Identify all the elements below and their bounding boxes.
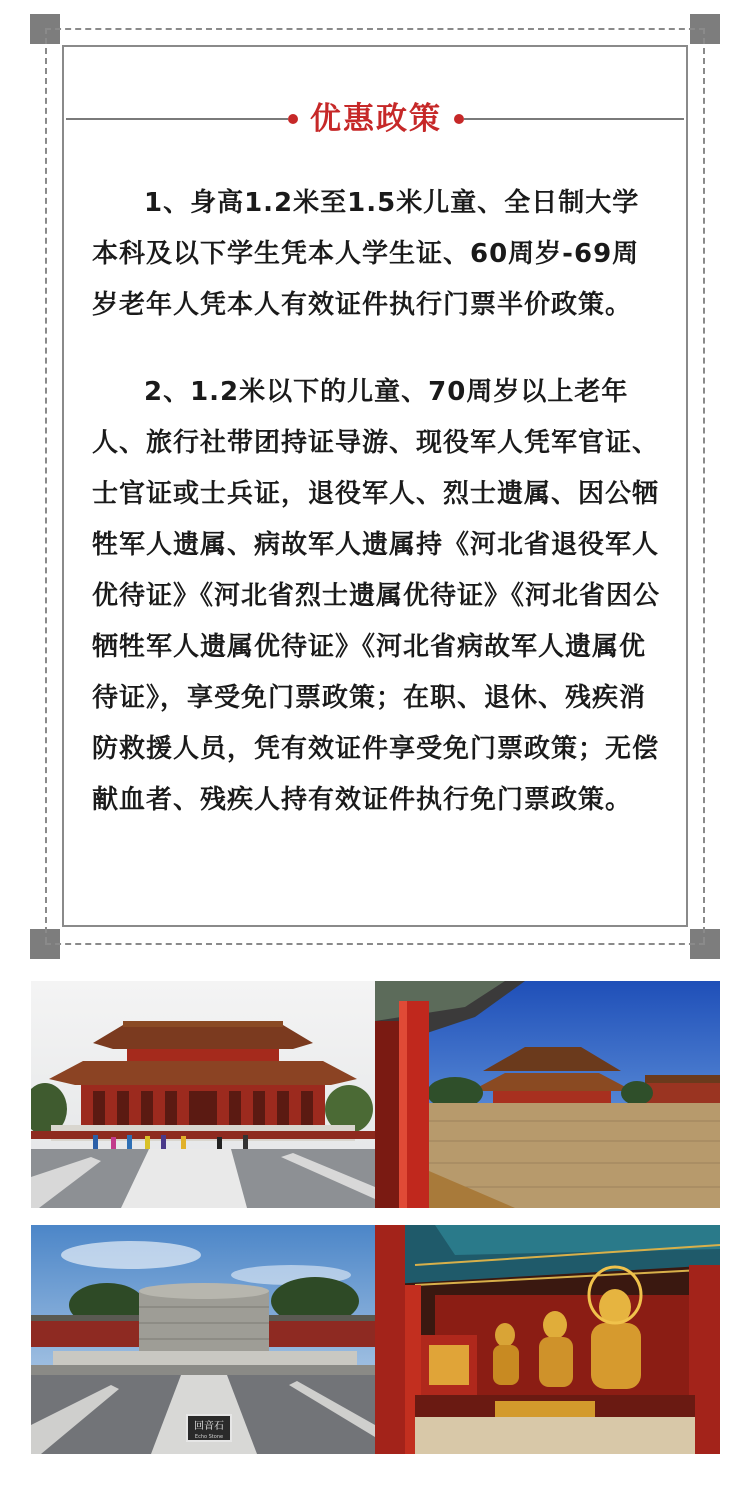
title-dot-right	[454, 114, 464, 124]
section-title: 优惠政策	[310, 101, 442, 137]
title-divider-left	[66, 118, 288, 120]
dashed-frame-bottom	[45, 943, 705, 945]
photo-palace-hall	[31, 981, 375, 1208]
photo-temple-interior	[375, 1225, 720, 1454]
stone-sign-sublabel: Echo Stone	[194, 1434, 224, 1440]
section-header	[66, 96, 684, 142]
photo-courtyard-pillar	[375, 981, 720, 1208]
policy-paragraph-1: 1、身高1.2米至1.5米儿童、全日制大学本科及以下学生凭本人学生证、60周岁-69周岁老年人凭本人有效证件执行门票半价政策。	[92, 188, 640, 320]
dashed-frame-top	[45, 28, 705, 30]
stone-sign-label: 回音石	[194, 1421, 224, 1432]
title-divider-right	[464, 118, 684, 120]
title-dot-left	[288, 114, 298, 124]
photo-stone-structure	[31, 1225, 375, 1454]
policy-paragraph-2: 2、1.2米以下的儿童、70周岁以上老年人、旅行社带团持证导游、现役军人凭军官证、士官证或士兵证，退役军人、烈士遗属、因公牺牲军人遗属、病故军人遗属持《河北省退役军人优待证》《河北省烈士遗属优待证》《河北省因公牺牲军人遗属优待证》《河北省病故军人遗属优待证》，享受免门票政策；在职、退休、残疾消防救援人员，凭有效证件享受免门票政策；无偿献血者、残疾人持有效证件执行免门票政策。	[92, 377, 661, 815]
